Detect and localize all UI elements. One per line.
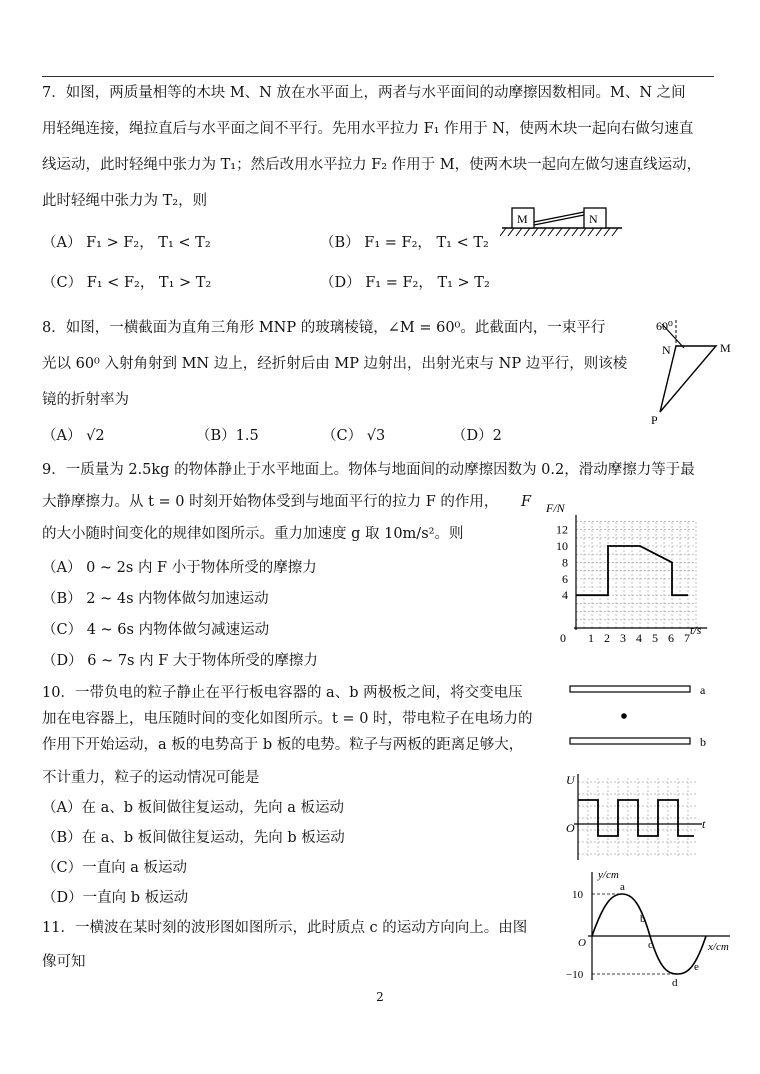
q9-option-b: （B） 2 ~ 4s 内物体做匀加速运动 [42, 591, 269, 607]
q8-option-d: （D）2 [452, 428, 502, 444]
q11-line-1: 11．一横波在某时刻的波形图如图所示，此时质点 c 的运动方向向上。由图 [42, 920, 528, 936]
q10-option-b: （B）在 a、b 板间做往复运动，先向 b 板运动 [42, 830, 345, 846]
particle [621, 713, 627, 719]
wave-y-label: y/cm [598, 869, 619, 881]
q11-wave-figure [560, 866, 740, 988]
point-d-label: d [672, 977, 678, 988]
x-tick-label: 5 [652, 631, 658, 644]
y-tick-label: 8 [562, 555, 568, 570]
q10-voltage-chart [560, 770, 710, 862]
wave-curve [592, 894, 706, 974]
q8-line-1: 8．如图，一横截面为直角三角形 MNP 的玻璃棱镜，∠M = 60⁰。此截面内，一束平行 [42, 320, 606, 336]
y-tick-label: 6 [562, 571, 568, 586]
q7-option-b: （B） F₁ = F₂， T₁ < T₂ [320, 235, 489, 251]
plate-a [570, 686, 690, 692]
q8-option-b: （B）1.5 [196, 428, 259, 444]
q9-line-1: 9．一质量为 2.5kg 的物体静止于水平地面上。物体与地面间的动摩擦因数为 0.2，滑动摩擦力等于最 [42, 462, 695, 478]
q10-option-d: （D）一直向 b 板运动 [42, 890, 189, 906]
q10-option-c: （C）一直向 a 板运动 [42, 860, 187, 876]
wave-x-label: x/cm [708, 941, 729, 953]
block-n-label: N [589, 212, 598, 226]
q8-option-a: （A） √2 [42, 428, 105, 444]
vertex-n-label: N [662, 343, 671, 357]
y-tick-label: 12 [556, 522, 568, 537]
q9-option-d: （D） 6 ~ 7s 内 F 大于物体所受的摩擦力 [42, 653, 318, 669]
x-tick-label: 0 [560, 631, 566, 644]
wave-ymin-label: −10 [566, 969, 584, 981]
point-e-label: e [694, 961, 699, 973]
plate-b [570, 738, 690, 744]
q7-blocks-figure [500, 200, 630, 240]
chart-x-axis-label: t/s [690, 623, 702, 637]
q10-capacitor-figure [560, 680, 720, 750]
q10-line-1: 10．一带负电的粒子静止在平行板电容器的 a、b 两极板之间，将交变电压 [42, 685, 523, 701]
y-tick-label: 10 [556, 539, 568, 553]
chart-axes [574, 515, 707, 630]
angle-label: 60⁰ [656, 319, 673, 333]
q7-line-4: 此时轻绳中张力为 T₂，则 [42, 193, 208, 209]
x-tick-label: 7 [684, 631, 690, 644]
top-rule [42, 76, 714, 77]
q9-force-chart [540, 496, 720, 644]
point-a-label: a [620, 881, 625, 893]
q8-prism-figure [636, 312, 732, 432]
y-tick-label: 4 [562, 588, 568, 603]
q9-line-3: 的大小随时间变化的规律如图所示。重力加速度 g 取 10m/s²。则 [42, 526, 464, 542]
q10-line-4: 不计重力，粒子的运动情况可能是 [42, 770, 260, 786]
x-tick-label: 2 [604, 631, 610, 644]
q7-option-d: （D） F₁ = F₂， T₁ > T₂ [320, 275, 490, 291]
q7-option-a: （A） F₁ > F₂， T₁ < T₂ [42, 235, 211, 251]
chart-grid [576, 521, 696, 628]
plate-b-label: b [700, 735, 706, 749]
q7-line-2: 用轻绳连接，绳拉直后与水平面之间不平行。先用水平拉力 F₁ 作用于 N，使两木块一起向右做匀速直 [42, 121, 694, 137]
point-b-label: b [640, 913, 646, 925]
voltage-u-label: U [566, 773, 575, 787]
q7-line-1: 7．如图，两质量相等的木块 M、N 放在水平面上，两者与水平面间的动摩擦因数相同。M、N 之间 [42, 85, 686, 101]
q7-line-3: 线运动，此时轻绳中张力为 T₁；然后改用水平拉力 F₂ 作用于 M，使两木块一起向左做匀速直线运动， [42, 157, 702, 173]
q9-f-symbol: F [521, 494, 532, 510]
chart-y-axis-label: F/N [546, 501, 565, 515]
x-tick-label: 4 [636, 631, 642, 644]
block-m-label: M [517, 212, 528, 226]
q9-option-c: （C） 4 ~ 6s 内物体做匀减速运动 [42, 622, 270, 638]
voltage-origin-label: O [566, 821, 575, 835]
q8-line-2: 光以 60⁰ 入射角射到 MN 边上，经折射后由 MP 边射出，出射光束与 NP 边平行，则该棱 [42, 356, 628, 372]
x-tick-label: 1 [588, 631, 594, 644]
x-tick-label: 6 [668, 631, 674, 644]
plate-a-label: a [700, 683, 706, 697]
page-number: 2 [376, 990, 384, 1004]
q9-option-a: （A） 0 ~ 2s 内 F 小于物体所受的摩擦力 [42, 560, 317, 576]
point-c-label: c [648, 939, 653, 951]
q8-option-c: （C） √3 [322, 428, 386, 444]
vertex-m-label: M [720, 341, 731, 355]
q11-line-2: 像可知 [42, 954, 86, 970]
x-tick-label: 3 [620, 631, 626, 644]
q8-line-3: 镜的折射率为 [42, 392, 129, 408]
q10-line-2: 加在电容器上，电压随时间的变化如图所示。t = 0 时，带电粒子在电场力的 [42, 711, 533, 727]
wave-origin-label: O [578, 937, 586, 949]
vertex-p-label: P [651, 413, 658, 427]
voltage-t-label: t [702, 817, 706, 831]
q10-option-a: （A）在 a、b 板间做往复运动，先向 a 板运动 [42, 800, 344, 816]
q9-line-2: 大静摩擦力。从 t = 0 时刻开始物体受到与地面平行的拉力 F 的作用， [42, 494, 499, 510]
q10-line-3: 作用下开始运动，a 板的电势高于 b 板的电势。粒子与两板的距离足够大， [42, 737, 524, 753]
q7-option-c: （C） F₁ < F₂， T₁ > T₂ [42, 275, 212, 291]
wave-ymax-label: 10 [572, 889, 583, 901]
